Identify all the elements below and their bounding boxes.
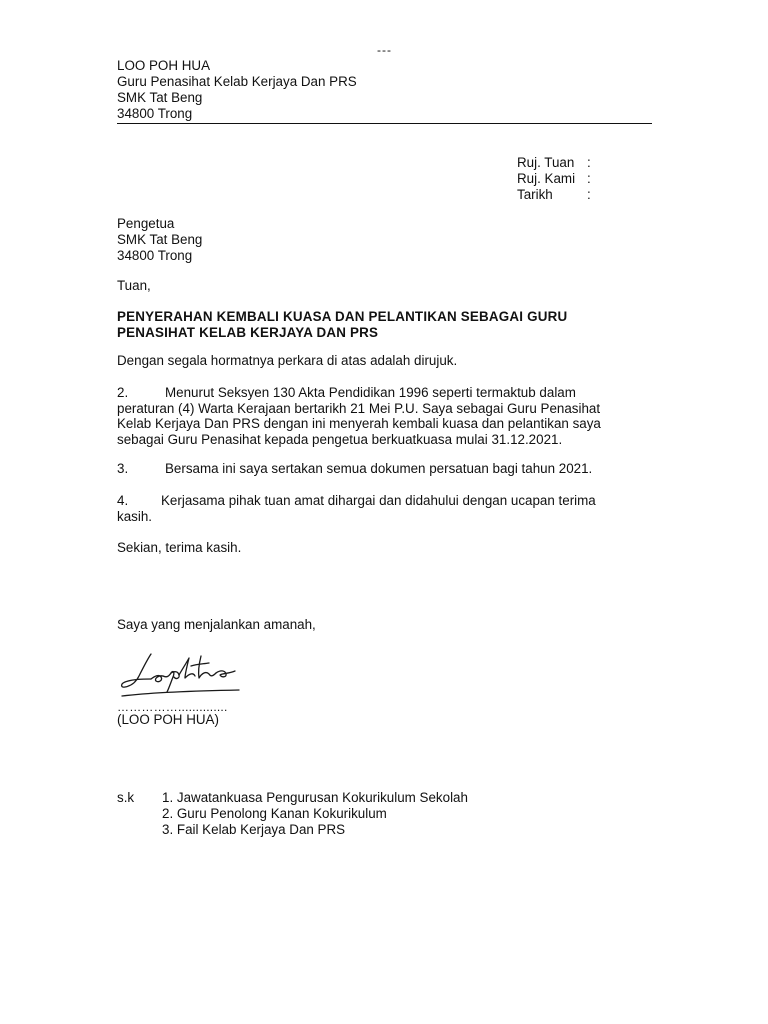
paragraph-text: kasih. xyxy=(117,508,152,524)
handwritten-signature-icon xyxy=(117,646,243,698)
paragraph-text: sebagai Guru Penasihat kepada pengetua berkuatkuasa mulai 31.12.2021. xyxy=(117,431,563,447)
paragraph-text: Kelab Kerjaya Dan PRS dengan ini menyerah kembali kuasa dan pelantikan saya xyxy=(117,416,601,431)
top-mark: --- xyxy=(377,43,392,57)
carbon-copy-item: 3. Fail Kelab Kerjaya Dan PRS xyxy=(162,822,346,837)
carbon-copy-list xyxy=(162,790,468,838)
reference-colon: : xyxy=(587,187,591,202)
reference-colon: : xyxy=(587,171,591,186)
sender-name: LOO POH HUA xyxy=(117,58,211,73)
reference-colon: : xyxy=(587,155,591,170)
reference-block xyxy=(517,155,591,203)
signoff-line: Saya yang menjalankan amanah, xyxy=(117,617,316,632)
paragraph-text: Dengan segala hormatnya perkara di atas adalah dirujuk. xyxy=(117,353,458,368)
sender-block xyxy=(117,58,357,122)
sender-school: SMK Tat Beng xyxy=(117,90,203,105)
subject-line: PENYERAHAN KEMBALI KUASA DAN PELANTIKAN SEBAGAI GURU xyxy=(117,309,568,324)
letter-subject xyxy=(117,309,567,341)
subject-line: PENASIHAT KELAB KERJAYA DAN PRS xyxy=(117,325,379,340)
paragraph-4 xyxy=(117,493,637,524)
header-divider xyxy=(117,123,652,124)
signature-line: …………….............. xyxy=(117,700,228,714)
sender-address: 34800 Trong xyxy=(117,106,193,121)
paragraph-2 xyxy=(117,385,637,447)
reference-row xyxy=(517,171,591,187)
reference-label: Ruj. Kami xyxy=(517,171,576,186)
sender-title: Guru Penasihat Kelab Kerjaya Dan PRS xyxy=(117,74,357,89)
paragraph-number: 4. xyxy=(117,493,129,508)
paragraph-text: Bersama ini saya sertakan semua dokumen persatuan bagi tahun 2021. xyxy=(165,461,593,476)
recipient-block xyxy=(117,216,202,264)
carbon-copy-item: 2. Guru Penolong Kanan Kokurikulum xyxy=(162,806,387,821)
paragraph-1 xyxy=(117,353,637,369)
paragraph-text: Kerjasama pihak tuan amat dihargai dan didahului dengan ucapan terima xyxy=(161,493,596,508)
salutation: Tuan, xyxy=(117,278,151,293)
reference-label: Ruj. Tuan xyxy=(517,155,575,170)
reference-row xyxy=(517,187,591,203)
paragraph-text: peraturan (4) Warta Kerajaan bertarikh 21 Mei P.U. Saya sebagai Guru Penasihat xyxy=(117,400,601,416)
recipient-title: Pengetua xyxy=(117,216,175,231)
reference-label: Tarikh xyxy=(517,187,553,202)
reference-row xyxy=(517,155,591,171)
paragraph-number: 2. xyxy=(117,385,129,400)
signatory-name: (LOO POH HUA) xyxy=(117,712,219,727)
recipient-school: SMK Tat Beng xyxy=(117,232,203,247)
carbon-copy-item: 1. Jawatankuasa Pengurusan Kokurikulum Sekolah xyxy=(162,790,468,805)
paragraph-3 xyxy=(117,461,637,477)
paragraph-number: 3. xyxy=(117,461,129,476)
closing-line: Sekian, terima kasih. xyxy=(117,540,242,555)
paragraph-text: Menurut Seksyen 130 Akta Pendidikan 1996 seperti termaktub dalam xyxy=(165,385,576,400)
recipient-address: 34800 Trong xyxy=(117,248,193,263)
carbon-copy-label: s.k xyxy=(117,790,135,805)
